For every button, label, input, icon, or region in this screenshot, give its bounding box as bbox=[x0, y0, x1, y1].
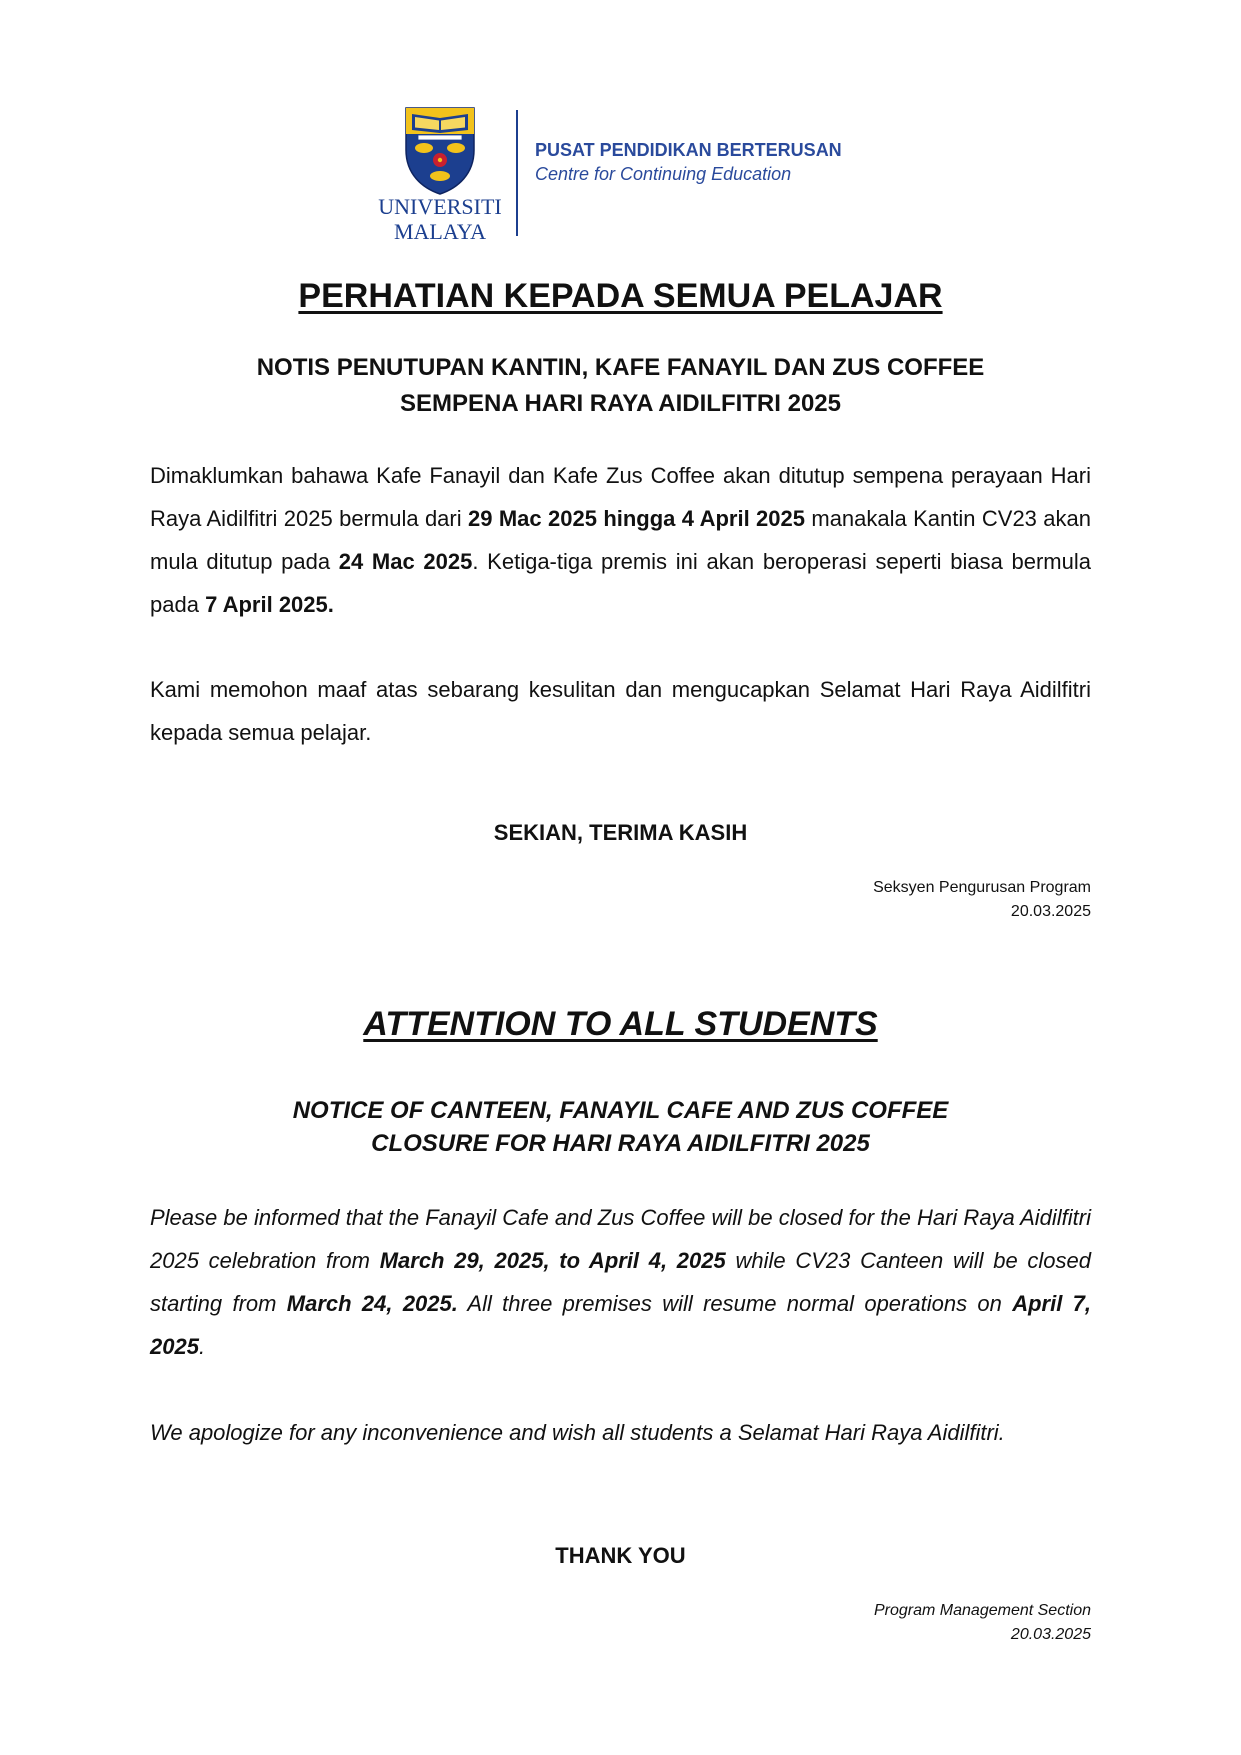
english-paragraph-1 bbox=[150, 1196, 1091, 1368]
university-name-line1: UNIVERSITI bbox=[378, 194, 502, 219]
malay-signoff-date: 20.03.2025 bbox=[1010, 903, 1091, 920]
malay-subheading-line1: NOTIS PENUTUPAN KANTIN, KAFE FANAYIL DAN ZUS COFFEE bbox=[256, 354, 985, 381]
english-p1-text-4: . bbox=[198, 1334, 206, 1359]
malay-subheading bbox=[150, 350, 1091, 422]
malay-signoff-section: Seksyen Pengurusan Program bbox=[873, 879, 1091, 896]
english-p1-text-3: All three premises will resume normal operations on bbox=[457, 1291, 1013, 1316]
malay-paragraph-2: Kami memohon maaf atas sebarang kesulitan dan mengucapkan Selamat Hari Raya Aidilfitri kepada semua pelajar. bbox=[150, 677, 1091, 745]
university-name bbox=[366, 194, 514, 244]
english-subheading bbox=[150, 1094, 1091, 1160]
malay-closing: SEKIAN, TERIMA KASIH bbox=[493, 820, 748, 845]
malay-heading: PERHATIAN KEPADA SEMUA PELAJAR bbox=[298, 277, 943, 315]
letterhead-divider bbox=[516, 110, 518, 236]
malay-p1-bold-1: 29 Mac 2025 hingga 4 April 2025 bbox=[468, 506, 805, 531]
english-closing: THANK YOU bbox=[555, 1543, 686, 1568]
english-p1-text-2: while CV23 Canteen will be closed starting from bbox=[150, 1248, 1091, 1316]
english-heading: ATTENTION TO ALL STUDENTS bbox=[363, 1005, 878, 1043]
university-name-line2: MALAYA bbox=[393, 219, 487, 244]
malay-signoff bbox=[690, 876, 1091, 924]
english-signoff bbox=[690, 1599, 1091, 1647]
english-p1-bold-1: March 29, 2025, to April 4, 2025 bbox=[379, 1248, 726, 1273]
english-paragraph-2: We apologize for any inconvenience and wish all students a Selamat Hari Raya Aidilfitri. bbox=[150, 1420, 1005, 1445]
english-p1-text-1: Please be informed that the Fanayil Cafe and Zus Coffee will be closed for the Hari Raya Aidilfitri 2025 celebration from bbox=[150, 1205, 1091, 1273]
centre-name-english: Centre for Continuing Education bbox=[535, 164, 792, 184]
english-signoff-date: 20.03.2025 bbox=[1010, 1626, 1091, 1643]
malay-p1-text-1: Dimaklumkan bahawa Kafe Fanayil dan Kafe Zus Coffee akan ditutup sempena perayaan Hari Raya Aidilfitri 2025 bermula dari bbox=[150, 463, 1091, 531]
english-p1-bold-3: April 7, 2025 bbox=[150, 1291, 1091, 1359]
university-crest-icon bbox=[402, 104, 478, 196]
english-signoff-section: Program Management Section bbox=[874, 1602, 1091, 1619]
malay-p1-text-2: manakala Kantin CV23 akan mula ditutup pada bbox=[150, 506, 1091, 574]
english-p1-bold-2: March 24, 2025. bbox=[286, 1291, 458, 1316]
malay-p1-bold-3: 7 April 2025. bbox=[205, 592, 334, 617]
centre-name-malay: PUSAT PENDIDIKAN BERTERUSAN bbox=[535, 140, 842, 160]
malay-p1-bold-2: 24 Mac 2025 bbox=[338, 549, 473, 574]
malay-paragraph-1 bbox=[150, 454, 1091, 626]
malay-p1-text-3: . Ketiga-tiga premis ini akan beroperasi seperti biasa bermula pada bbox=[150, 549, 1091, 617]
english-subheading-line2: CLOSURE FOR HARI RAYA AIDILFITRI 2025 bbox=[371, 1130, 870, 1157]
letterhead bbox=[366, 104, 886, 244]
malay-subheading-line2: SEMPENA HARI RAYA AIDILFITRI 2025 bbox=[400, 390, 841, 417]
english-subheading-line1: NOTICE OF CANTEEN, FANAYIL CAFE AND ZUS COFFEE bbox=[292, 1097, 949, 1124]
